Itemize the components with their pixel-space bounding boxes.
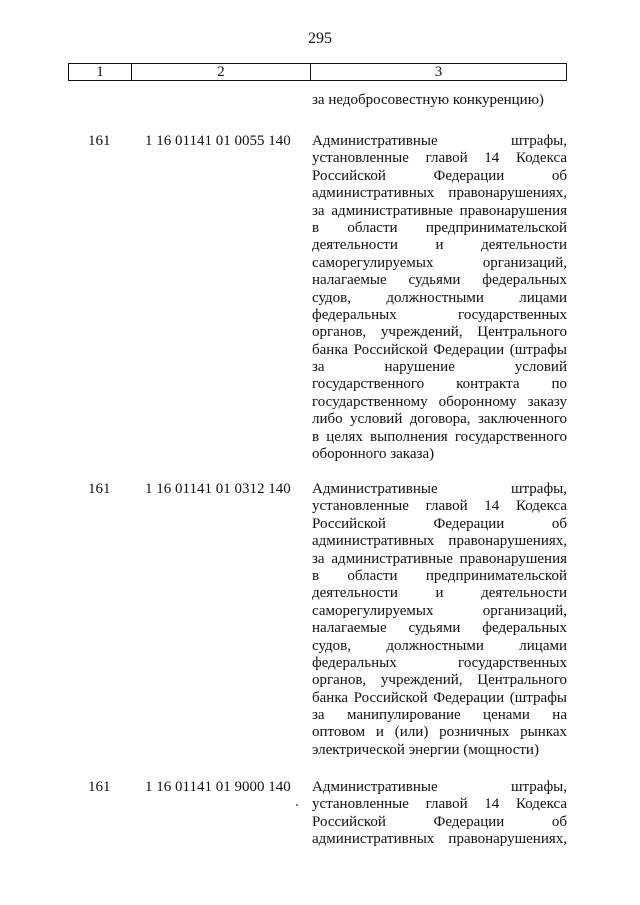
description-line: налагаемые судьями федеральных <box>312 272 567 289</box>
description-line: административных правонарушениях, <box>312 533 567 550</box>
description-line: установленные главой 14 Кодекса <box>312 150 567 167</box>
description-line: Российской Федерации об <box>312 515 567 532</box>
budget-code: 1 16 01141 01 0055 140 <box>145 133 291 149</box>
description-line: в целях выполнения государственного <box>312 428 567 445</box>
description-line: судов, должностными лицами <box>312 289 567 306</box>
row-number: 161 <box>88 481 111 497</box>
column-header-row <box>68 63 567 81</box>
description-line: установленные главой 14 Кодекса <box>312 796 567 813</box>
description-line: Российской Федерации об <box>312 813 567 830</box>
description-line: судов, должностными лицами <box>312 637 567 654</box>
description-line: деятельности и деятельности <box>312 585 567 602</box>
description-line: Административные штрафы, <box>312 481 567 497</box>
description-line: Административные штрафы, <box>312 133 567 149</box>
row-description <box>312 779 567 849</box>
description-line: электрической энергии (мощности) <box>312 741 539 758</box>
description-line: административных правонарушениях, <box>312 185 567 202</box>
description-line: банка Российской Федерации (штрафы <box>312 689 567 706</box>
description-line: Российской Федерации об <box>312 167 567 184</box>
description-line: органов, учреждений, Центрального <box>312 672 567 689</box>
description-line: федеральных государственных <box>312 306 567 323</box>
row-description <box>312 133 567 463</box>
description-line: саморегулируемых организаций, <box>312 254 567 271</box>
column-header-1: 1 <box>69 64 132 80</box>
description-line: федеральных государственных <box>312 654 567 671</box>
description-line: государственному оборонному заказу <box>312 393 567 410</box>
row-number: 161 <box>88 779 111 795</box>
row-number: 161 <box>88 133 111 149</box>
column-header-2: 2 <box>132 64 311 80</box>
continuation-text <box>312 92 567 109</box>
description-line: административных правонарушениях, <box>312 831 567 848</box>
description-line: в области предпринимательской <box>312 567 567 584</box>
column-header-3: 3 <box>434 63 443 80</box>
description-line: банка Российской Федерации (штрафы <box>312 341 567 358</box>
description-line: оптовом и (или) розничных рынках <box>312 724 567 741</box>
budget-code: 1 16 01141 01 9000 140 <box>145 779 291 795</box>
description-line: саморегулируемых организаций, <box>312 602 567 619</box>
description-line: за административные правонарушения <box>312 550 567 567</box>
description-line: деятельности и деятельности <box>312 237 567 254</box>
description-line: за манипулирование ценами на <box>312 707 567 724</box>
row-description <box>312 481 567 759</box>
scan-speck <box>296 804 298 806</box>
description-line: оборонного заказа) <box>312 446 435 463</box>
description-line: в области предпринимательской <box>312 219 567 236</box>
description-line: налагаемые судьями федеральных <box>312 620 567 637</box>
description-line: государственного контракта по <box>312 376 567 393</box>
description-line: установленные главой 14 Кодекса <box>312 498 567 515</box>
budget-code: 1 16 01141 01 0312 140 <box>145 481 291 497</box>
description-line: Административные штрафы, <box>312 779 567 795</box>
description-line: за нарушение условий <box>312 359 567 376</box>
description-line: за административные правонарушения <box>312 202 567 219</box>
continuation-line: за недобросовестную конкуренцию) <box>312 92 544 108</box>
description-line: органов, учреждений, Центрального <box>312 324 567 341</box>
page-number: 295 <box>308 30 332 47</box>
description-line: либо условий договора, заключенного <box>312 411 567 428</box>
